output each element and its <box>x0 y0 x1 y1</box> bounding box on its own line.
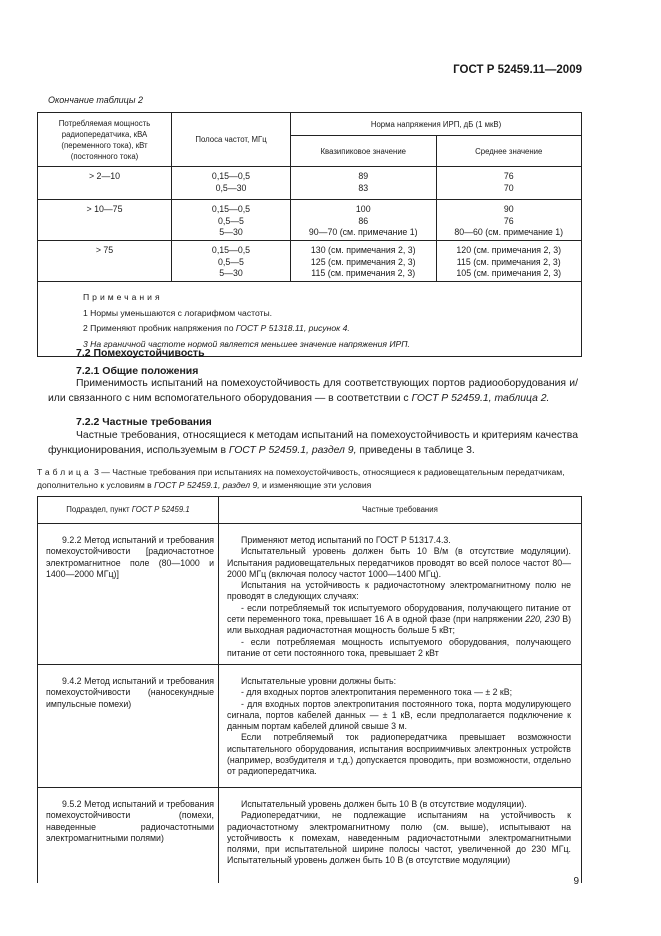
table2-caption: Окончание таблицы 2 <box>48 95 143 105</box>
header-quasipeak: Квазипиковое значение <box>291 136 437 167</box>
header-norm: Норма напряжения ИРП, дБ (1 мкВ) <box>291 113 582 136</box>
table-header-row <box>38 113 582 136</box>
table-header-row <box>38 497 582 524</box>
requirements-table <box>37 496 582 883</box>
table-row: > 10—75 0,15—0,5 0,5—5 5—30 100 86 90—70 (см. примечание 1) 90 76 80—60 (см. примечание 1) <box>38 200 582 241</box>
table3-caption: Таблица 3 — Частные требования при испытаниях на помехоустойчивость, относящиеся к радиовещательным передатчикам, дополнительно к условиям в ГОСТ Р 52459.1, раздел 9, и изменяющие эти условия <box>37 467 565 490</box>
header-band: Полоса частот, МГц <box>172 113 291 167</box>
notes-row <box>38 282 582 357</box>
section-7-2-1-title: 7.2.1 Общие положения <box>76 365 199 377</box>
section-7-2-title: 7.2 Помехоустойчивость <box>76 347 205 359</box>
table-row: > 2—10 0,15—0,5 0,5—30 89 83 76 70 <box>38 167 582 200</box>
document-header: ГОСТ Р 52459.11—2009 <box>453 64 582 76</box>
header-requirements: Частные требования <box>219 497 582 524</box>
notes-title: Примечания <box>83 292 163 302</box>
header-subsection: Подраздел, пункт ГОСТ Р 52459.1 <box>38 497 219 524</box>
page-number: 9 <box>573 876 579 887</box>
paragraph-7-2-1: Применимость испытаний на помехоустойчивость для соответствующих портов радиооборудования и/или связанного с ним вспомогательного оборудования — в соответствии с ГОСТ Р 52459.1, таблица 2. <box>48 378 578 404</box>
table-row: 9.2.2 Метод испытаний и требования помехоустойчивости [радиочастотное электромагнитное поле (80—1000 и 1400—2000 МГц)] Применяют метод испытаний по ГОСТ Р 51317.4.3. Испытательный уровень должен быть 10 В/м (в отсутствие модуляции). Испытания радиовещательных передатчиков проводят во всей полосе частот 80—2000 МГц (включая полосу частот 1000—1400 МГц). Испытания на устойчивость к радиочастотному электромагнитному полю не проводят в следующих случаях: - если потребляемый ток испытуемого оборудования, получающего питание от сети переменного тока, превышает 16 А в одной фазе (при напряжении 220, 230 В) или выходная радиочастотная мощность больше 5 кВт; - если потребляемая мощность испытуемого оборудования, получающего питание от сети постоянного тока, превышает 2 кВт <box>38 524 582 665</box>
paragraph-7-2-2: Частные требования, относящиеся к методам испытаний на помехоустойчивость и критериям качества функционирования, используемым в ГОСТ Р 52459.1, раздел 9, приведены в таблице 3. <box>48 430 578 456</box>
header-power: Потребляемая мощность радиопередатчика, кВА (переменного тока), кВт (постоянного тока) <box>38 113 172 167</box>
table-row: 9.4.2 Метод испытаний и требования помехоустойчивости (наносекундные импульсные помехи) Испытательные уровни должны быть: - для входных портов электропитания переменного тока — ± 2 кВ; - для входных портов электропитания постоянного тока, порта модулирующего сигнала, портов кабелей данных — ± 1 кВ, если предполагается подключение к данным портам кабелей длиной свыше 3 м. Если потребляемый ток радиопередатчика превышает возможности испытательного оборудования, испытания восприимчивых электронных устройств (например, возбудителя и т.д.) допускается проводить, при возможности, отдельно от радиопередатчика. <box>38 665 582 788</box>
header-average: Среднее значение <box>436 136 582 167</box>
note-2: 2 Применяют пробник напряжения по ГОСТ Р 51318.11, рисунок 4. <box>83 323 350 333</box>
limits-table <box>37 112 582 357</box>
note-3: 3 На граничной частоте нормой является меньшее значение напряжения ИРП. <box>83 338 410 349</box>
section-7-2-2-title: 7.2.2 Частные требования <box>76 416 212 428</box>
note-1: 1 Нормы уменьшаются с логарифмом частоты. <box>83 307 273 318</box>
table-row: 9.5.2 Метод испытаний и требования помехоустойчивости (помехи, наведенные радиочастотными электромагнитными полями) Испытательный уровень должен быть 10 В (в отсутствие модуляции). Радиопередатчики, не подлежащие испытаниям на устойчивость к радиочастотному электромагнитному полю (см. выше), испытывают на устойчивость к помехам, наведенным радиочастотными электромагнитными полями, при испытательной ширине полосы частот, увеличенной до 230 МГц. Испытательный уровень должен быть 10 В (в отсутствие модуляции) <box>38 788 582 884</box>
table-row: > 75 0,15—0,5 0,5—5 5—30 130 (см. примечания 2, 3) 125 (см. примечания 2, 3) 115 (см. примечания 2, 3) 120 (см. примечания 2, 3) 115 (см. примечания 2, 3) 105 (см. примечания 2, 3) <box>38 241 582 282</box>
